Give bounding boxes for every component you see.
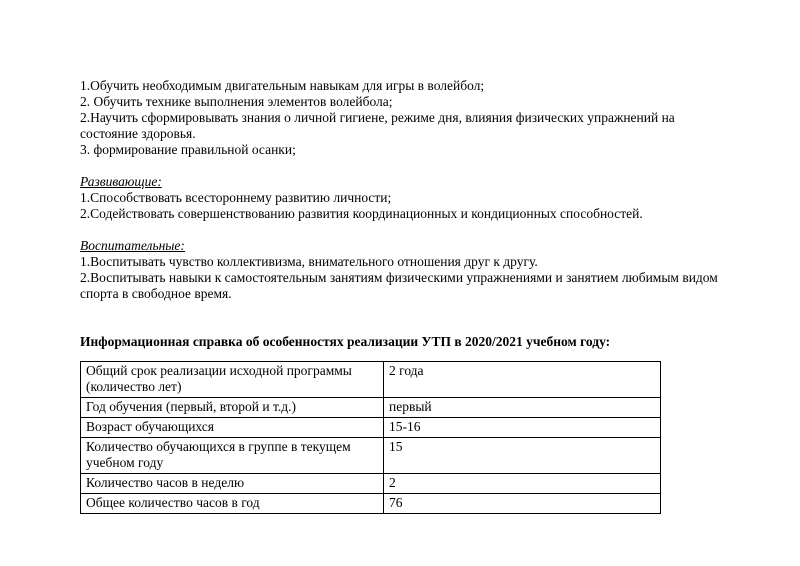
tasks-paragraph	[80, 78, 730, 158]
table-cell-label: Общее количество часов в год	[81, 494, 384, 514]
table-row	[81, 474, 661, 494]
table-row	[81, 362, 661, 398]
info-table	[80, 361, 661, 514]
table-cell-value: 2	[384, 474, 661, 494]
task-line: 3. формирование правильной осанки;	[80, 142, 296, 157]
table-cell-label: Год обучения (первый, второй и т.д.)	[81, 398, 384, 418]
educational-heading: Воспитательные:	[80, 238, 185, 253]
table-cell-label: Количество обучающихся в группе в текущем учебном году	[81, 438, 384, 474]
table-cell-value: 2 года	[384, 362, 661, 398]
developing-item: 2.Содействовать совершенствованию развития координационных и кондиционных способностей.	[80, 206, 643, 221]
task-line: 2.Научить сформировывать знания о личной гигиене, режиме дня, влияния физических упражнений на состояние здоровья.	[80, 110, 675, 141]
table-cell-value: первый	[384, 398, 661, 418]
educational-item: 1.Воспитывать чувство коллективизма, внимательного отношения друг к другу.	[80, 254, 538, 269]
info-heading: Информационная справка об особенностях реализации УТП в 2020/2021 учебном году:	[80, 334, 611, 349]
table-row	[81, 438, 661, 474]
table-cell-value: 76	[384, 494, 661, 514]
table-cell-label: Общий срок реализации исходной программы (количество лет)	[81, 362, 384, 398]
table-cell-value: 15-16	[384, 418, 661, 438]
developing-heading: Развивающие:	[80, 174, 162, 189]
task-line: 2. Обучить технике выполнения элементов волейбола;	[80, 94, 393, 109]
developing-item: 1.Способствовать всестороннему развитию личности;	[80, 190, 392, 205]
table-cell-value: 15	[384, 438, 661, 474]
educational-item: 2.Воспитывать навыки к самостоятельным занятиям физическими упражнениями и занятием любимым видом спорта в свободное время.	[80, 270, 718, 301]
table-row	[81, 418, 661, 438]
educational-section	[80, 238, 730, 302]
table-row	[81, 494, 661, 514]
task-line: 1.Обучить необходимым двигательным навыкам для игры в волейбол;	[80, 78, 485, 93]
table-cell-label: Количество часов в неделю	[81, 474, 384, 494]
table-cell-label: Возраст обучающихся	[81, 418, 384, 438]
table-row	[81, 398, 661, 418]
developing-section	[80, 174, 730, 222]
